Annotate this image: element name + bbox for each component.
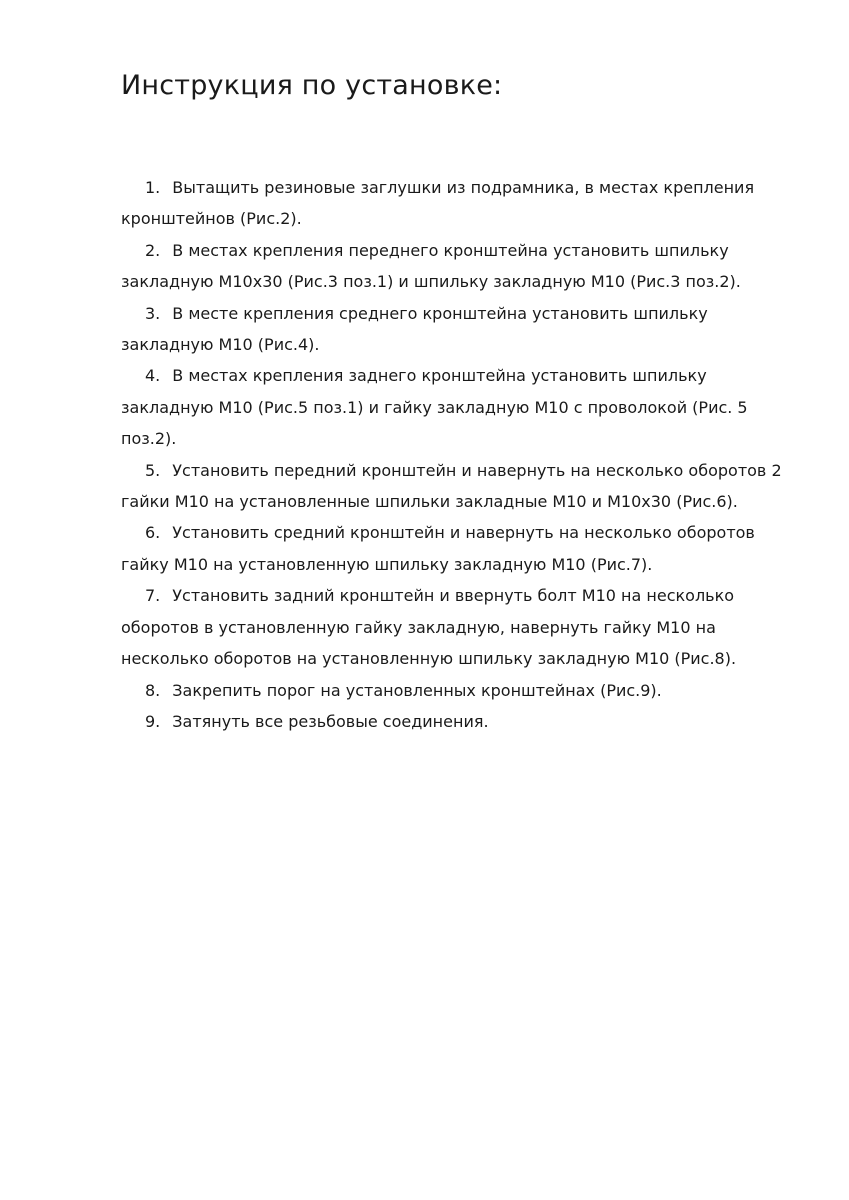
instruction-list: [121, 172, 795, 737]
item-text: В местах крепления переднего кронштейна установить шпильку закладную М10х30 (Рис.3 поз.1) и шпильку закладную М10 (Рис.3 поз.2).: [121, 240, 741, 292]
item-number: 2.: [145, 240, 161, 260]
instruction-item: [121, 580, 795, 674]
item-text: Установить средний кронштейн и навернуть на несколько оборотов гайку М10 на установленную шпильку закладную М10 (Рис.7).: [121, 523, 755, 574]
page-title: Инструкция по установке:: [121, 70, 503, 101]
instruction-item: [121, 172, 795, 235]
item-number: 1.: [145, 178, 161, 197]
item-text: Закрепить порог на установленных кронштейнах (Рис.9).: [172, 680, 662, 700]
instruction-item: [121, 517, 795, 580]
item-number: 3.: [145, 303, 161, 323]
instruction-item: [121, 455, 795, 518]
item-text: Установить передний кронштейн и навернуть на несколько оборотов 2 гайки М10 на установленные шпильки закладные М10 и М10х30 (Рис.6).: [121, 460, 782, 512]
item-number: 5.: [145, 460, 161, 480]
item-number: 7.: [145, 586, 161, 606]
item-number: 6.: [145, 523, 161, 543]
item-number: 4.: [145, 366, 161, 386]
item-number: 9.: [145, 711, 161, 731]
item-number: 8.: [145, 680, 161, 700]
instruction-item: [121, 360, 795, 454]
item-text: Затянуть все резьбовые соединения.: [172, 711, 489, 731]
instruction-item: [121, 675, 795, 706]
instruction-item: [121, 298, 795, 361]
item-text: В месте крепления среднего кронштейна установить шпильку закладную М10 (Рис.4).: [121, 303, 708, 355]
instruction-item: [121, 235, 795, 298]
item-text: Вытащить резиновые заглушки из подрамника, в местах крепления кронштейнов (Рис.2).: [121, 178, 755, 229]
instruction-item: [121, 706, 795, 737]
item-text: Установить задний кронштейн и ввернуть болт М10 на несколько оборотов в установленную гайку закладную, навернуть гайку М10 на несколько оборотов на установленную шпильку закладную М10 (Рис.8).: [121, 586, 737, 669]
item-text: В местах крепления заднего кронштейна установить шпильку закладную М10 (Рис.5 поз.1) и гайку закладную М10 с проволокой (Рис. 5 поз.2).: [121, 366, 748, 449]
